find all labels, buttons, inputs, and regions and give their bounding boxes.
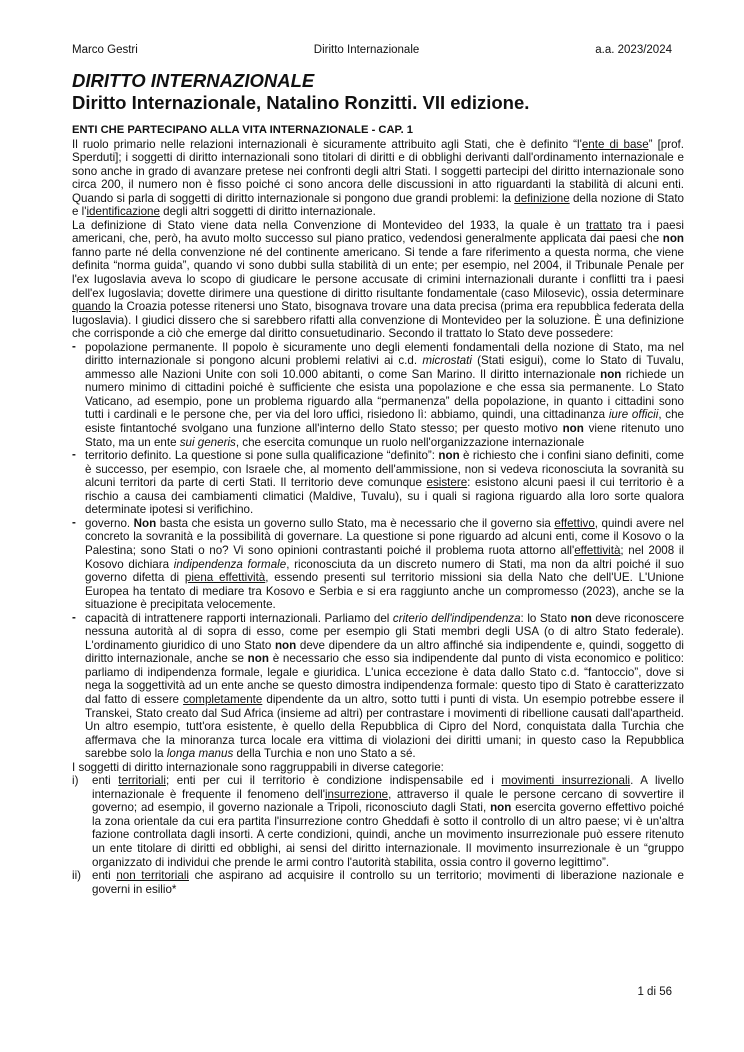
list-item-territory: - territorio definito. La questione si pone sulla qualificazione “definito”: non è richiesto che i confini siano definiti, come è successo, per esempio, con Israele che, al momento dell'ammissione, non si vedeva riconosciuta la sovranità su alcuni territori da parte di certi Stati. Il territorio deve comunque esistere: esistono alcuni paesi il cui territorio è a rischio a causa dei cambiamenti climatici (Maldive, Tuvalu), su i quali si ragiona riguardo alla loro sorte qualora determinate ipotesi si verifichino. — [72, 449, 684, 517]
page-number: 1 di 56 — [637, 986, 672, 998]
state-requirements-list — [72, 341, 684, 761]
document-subtitle: Diritto Internazionale, Natalino Ronzitti. VII edizione. — [72, 92, 530, 113]
subject-categories-list — [72, 774, 684, 896]
paragraph-intro: Il ruolo primario nelle relazioni internazionali è sicuramente attribuito agli Stati, che è definito “l'ente di base” [prof. Sperduti]; i soggetti di diritto internazionali sono titolari di diritti e di obblighi derivanti dall'ordinamento internazionale e sono anche in grado di avanzare pretese nei confronti degli altri Stati. I soggetti partecipi del diritto internazionale sono circa 200, il numero non è fisso poiché ci sono ancora delle discussioni in atto riguardanti la stabilità di alcuni enti. Quando si parla di soggetti di diritto internazionale si pongono due grandi problemi: la definizione della nozione di Stato e l'identificazione degli altri soggetti di diritto internazionale. — [72, 137, 684, 219]
paragraph-montevideo: La definizione di Stato viene data nella Convenzione di Montevideo del 1933, la quale è un trattato tra i paesi americani, che, però, ha avuto molto successo sul piano pratico, vedendosi generalmente applicata dai paesi che non fanno parte né della convenzione né del continente americano. Si tende a fare riferimento a questa norma, che viene definita “norma guida”, quando vi sono dubbi sulla stabilità di un ente; per esempio, nel 2004, il Tribunale Penale per l'ex Iugoslavia aveva lo scopo di giudicare le persone accusate di crimini internazionali durante i conflitti tra i paesi dell'ex Iugoslavia; dovette dirimere una questione di diritto risultante fondamentale (caso Milosevic), ossia determinare quando la Croazia potesse ritenersi uno Stato, bisognava trovare una data precisa (prima era repubblica federata della Iugoslavia). I giudici dissero che si sarebbero rifatti alla convenzione di Montevideo per la soluzione. È una definizione che corrisponde a ciò che emerge dal diritto consuetudinario. Secondo il trattato lo Stato deve possedere: — [72, 218, 684, 341]
body-text — [72, 124, 684, 896]
list-item-international-relations: - capacità di intrattenere rapporti internazionali. Parliamo del criterio dell'indipendenza: lo Stato non deve riconoscere nessuna autorità al di sopra di esso, come per esempio gli Stati membri degli USA (o di altro Stato federale). L'ordinamento giuridico di uno Stato non deve dipendere da un altro affinché sia indipendente e, quindi, soggetto di diritto internazionale, anche se non è necessario che esso sia indipendente dal punto di vista economico e politico: parliamo di indipendenza formale, legale e giuridica. L'unica eccezione è data dallo Stato c.d. “fantoccio”, dove si nega la soggettività ad un ente anche se questo dimostra indipendenza formale: questo tipo di Stato è caratterizzato dal fatto di essere completamente dipendente da un altro, sotto tutti i punti di vista. Un esempio potrebbe essere il Transkei, Stato creato dal Sud Africa (insieme ad altri) per contrastare i movimenti di ribellione causati dall'apartheid. Un altro esempio, tutt'ora esistente, è quello della Repubblica di Cipro del Nord, conquistata dalla Turchia che affermava che la minoranza turca locale era vittima di violazioni dei diritti umani; in questo caso la Repubblica sarebbe solo la longa manus della Turchia e non uno Stato a sé. — [72, 612, 684, 761]
header-author: Marco Gestri — [72, 44, 138, 56]
paragraph-categories: I soggetti di diritto internazionale sono raggruppabili in diverse categorie: — [72, 760, 444, 774]
section-heading: ENTI CHE PARTECIPANO ALLA VITA INTERNAZIONALE - CAP. 1 — [72, 124, 414, 136]
list-item-government: - governo. Non basta che esista un governo sullo Stato, ma è necessario che il governo sia effettivo, quindi avere nel concreto la sovranità e la possibilità di governare. La questione si pone riguardo ad alcuni enti, come il Kosovo o la Palestina; sono Stati o no? Vi sono opinioni contrastanti poiché il problema ruota attorno all'effettività; nel 2008 il Kosovo dichiara indipendenza formale, riconosciuta da un discreto numero di Stati, ma non da altri poiché il suo governo difetta di piena effettività, essendo presenti sul territorio missioni sia della Nato che dell'UE. L'Unione Europea ha tentato di mediare tra Kosovo e Serbia e si era raggiunto anche un compromesso (2023), anche se la situazione è precipitata velocemente. — [72, 517, 684, 612]
document-title: DIRITTO INTERNAZIONALE — [72, 70, 315, 91]
page-header — [72, 44, 672, 60]
side-watermark — [636, 530, 650, 830]
list-item-territorial: i) enti territoriali; enti per cui il territorio è condizione indispensabile ed i movimenti insurrezionali. A livello internazionale è frequente il fenomeno dell'insurrezione, attraverso il quale le persone cercano di sovvertire il governo; ad esempio, il governo nazionale a Tripoli, riconosciuto dagli Stati, non esercita governo effettivo poiché la zona orientale da cui era partita l'insurrezione contro Gheddafi è sotto il controllo di un altro paese; vi è un'altra fazione controllata dagli insorti. A certe condizioni, quindi, anche un movimento insurrezionale può essere ritenuto un ente titolare di diritti ed obblighi, ai sensi del diritto internazionale. Il movimento insurrezionale è un “gruppo organizzato di individui che prende le armi contro l'autorità stabilita, ossia contro il governo legittimo”. — [72, 774, 685, 869]
list-item-population: - popolazione permanente. Il popolo è sicuramente uno degli elementi fondamentali della nozione di Stato, ma nel diritto internazionale si pongono alcuni problemi relativi ai c.d. microstati (Stati esigui), come lo Stato di Tuvalu, ammesso alle Nazioni Unite con soli 10.000 abitanti, o come San Marino. Il diritto internazionale non richiede un numero minimo di cittadini poiché è sufficiente che esista una popolazione e che essa sia permanente. Lo Stato Vaticano, ad esempio, pone un problema riguardo alla “permanenza” della popolazione, in quanto i cittadini sono tutti i cardinali e le persone che, per via del loro uffici, risiedono lì: abbiamo, quindi, una cittadinanza iure officii, che esiste fintantoché svolgano una funzione all'interno dello Stato stesso; per questo motivo non viene ritenuto uno Stato, ma un ente sui generis, che esercita comunque un ruolo nell'organizzazione internazionale — [72, 341, 684, 449]
header-year: a.a. 2023/2024 — [595, 44, 672, 56]
list-item-non-territorial: ii) enti non territoriali che aspirano ad acquisire il controllo su un territorio; movimenti di liberazione nazionale e governi in esilio* — [72, 869, 684, 896]
header-course: Diritto Internazionale — [313, 44, 420, 56]
title-block — [72, 70, 684, 114]
